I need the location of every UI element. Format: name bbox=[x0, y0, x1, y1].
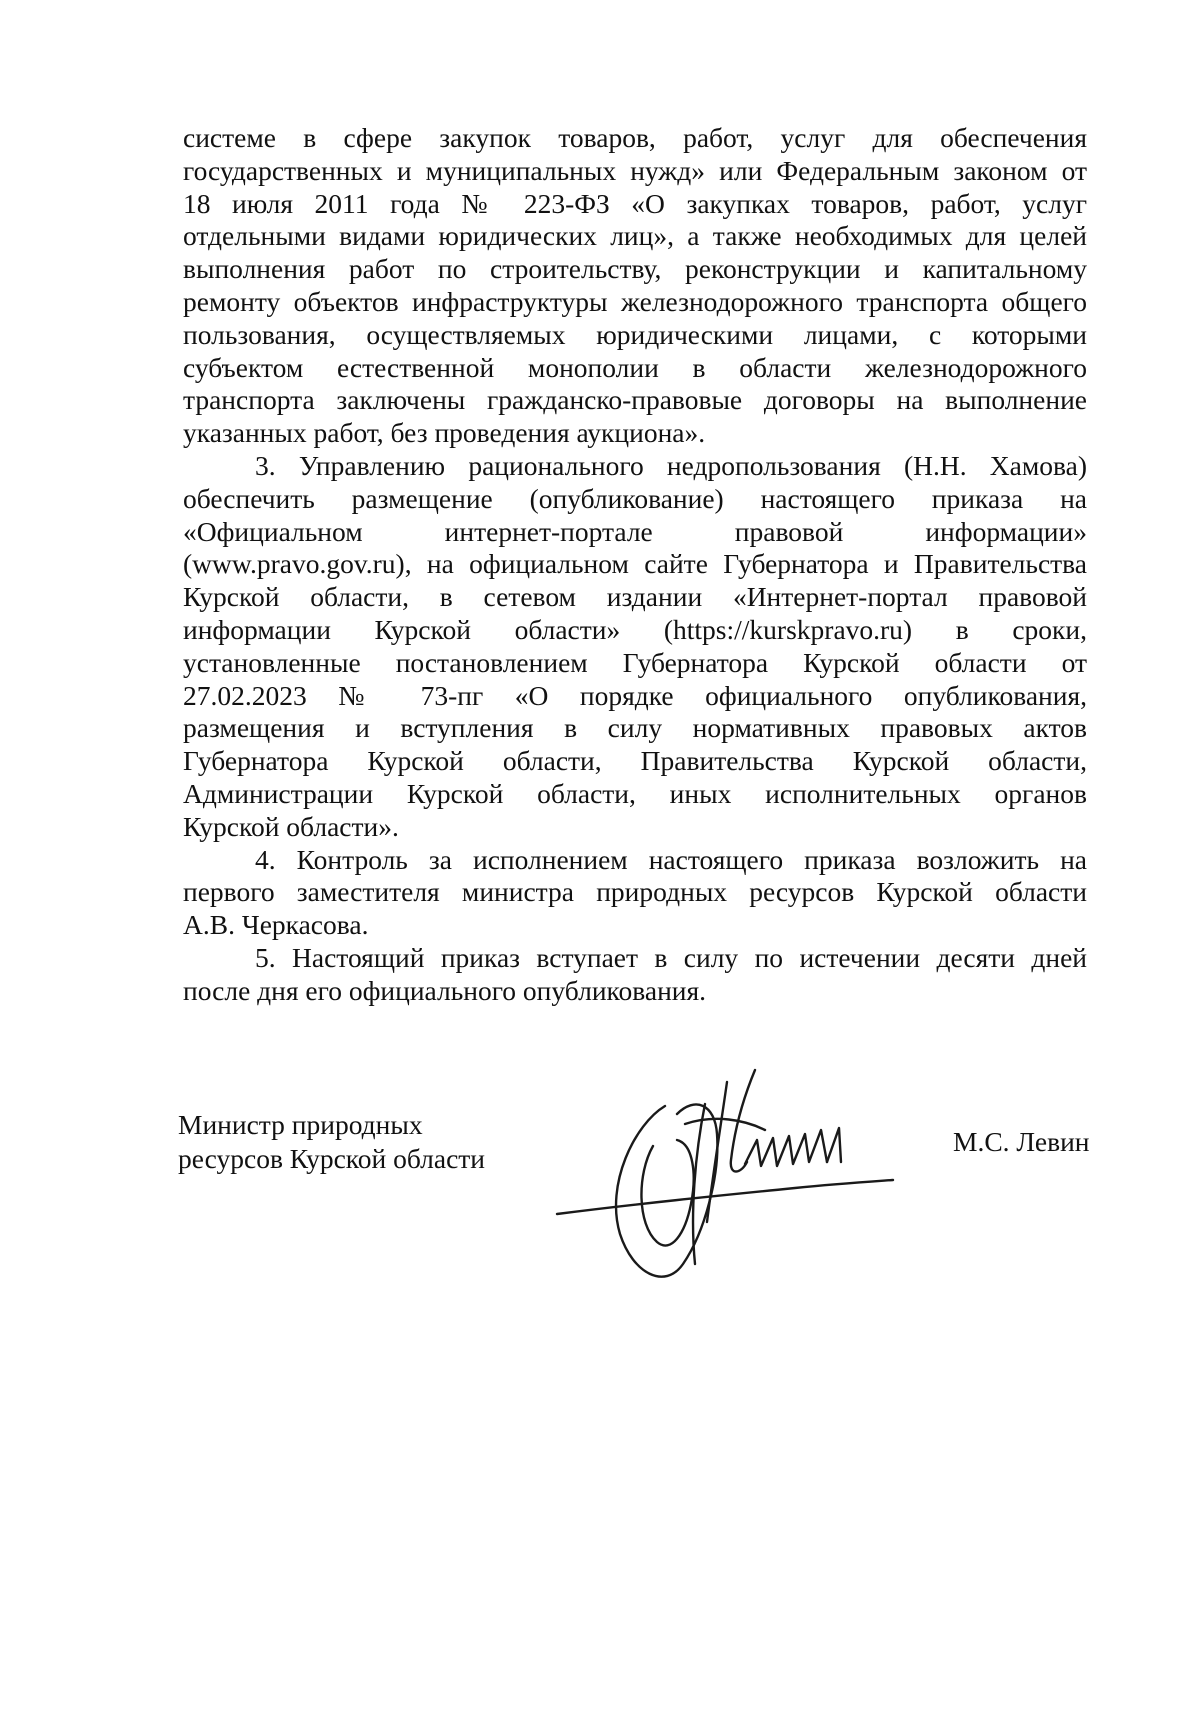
text-line: установленные постановлением Губернатора Курской области от bbox=[183, 646, 1087, 678]
handwritten-signature bbox=[545, 1064, 905, 1304]
signer-title bbox=[178, 1108, 485, 1176]
text-line: субъектом естественной монополии в области железнодорожного bbox=[183, 351, 1087, 383]
document-body bbox=[183, 122, 1087, 1008]
text-line: выполнения работ по строительству, реконструкции и капитальному bbox=[183, 253, 1087, 285]
text-line: 27.02.2023 № 73-пг «О порядке официального опубликования, bbox=[183, 679, 1087, 711]
text-line: обеспечить размещение (опубликование) настоящего приказа на bbox=[183, 482, 1087, 514]
text-line: пользования, осуществляемых юридическими лицами, с которыми bbox=[183, 318, 1087, 350]
text-line: Администрации Курской области, иных исполнительных органов bbox=[183, 777, 1087, 809]
text-line: Курской области, в сетевом издании «Интернет-портал правовой bbox=[183, 581, 1087, 613]
text-line: отдельными видами юридических лиц», а также необходимых для целей bbox=[183, 220, 1087, 252]
text-line: А.В. Черкасова. bbox=[183, 909, 369, 941]
signature-block bbox=[0, 1100, 1200, 1320]
text-line: указанных работ, без проведения аукциона». bbox=[183, 417, 706, 449]
text-line: первого заместителя министра природных ресурсов Курской области bbox=[183, 876, 1087, 908]
signer-title-line-1: Министр природных bbox=[178, 1109, 423, 1140]
text-line: транспорта заключены гражданско-правовые договоры на выполнение bbox=[183, 384, 1087, 416]
signer-title-line-2: ресурсов Курской области bbox=[178, 1143, 486, 1174]
text-line: 18 июля 2011 года № 223-ФЗ «О закупках товаров, работ, услуг bbox=[183, 187, 1087, 219]
paragraph-3-start: 3. Управлению рационального недропользования (Н.Н. Хамова) bbox=[255, 449, 1087, 481]
text-line: «Официальном интернет-портале правовой информации» bbox=[183, 515, 1087, 547]
text-line: Курской области». bbox=[183, 810, 399, 842]
text-line: системе в сфере закупок товаров, работ, услуг для обеспечения bbox=[183, 122, 1087, 153]
text-line: после дня его официального опубликования. bbox=[183, 974, 707, 1006]
signer-name: М.С. Левин bbox=[953, 1126, 1090, 1157]
text-line: Губернатора Курской области, Правительства Курской области, bbox=[183, 745, 1087, 777]
text-line: информации Курской области» (https://kurskpravo.ru) в сроки, bbox=[183, 613, 1087, 645]
text-line: размещения и вступления в силу нормативных правовых актов bbox=[183, 712, 1087, 744]
text-line: ремонту объектов инфраструктуры железнодорожного транспорта общего bbox=[183, 285, 1087, 317]
text-line: (www.pravo.gov.ru), на официальном сайте Губернатора и Правительства bbox=[183, 548, 1087, 580]
paragraph-5-start: 5. Настоящий приказ вступает в силу по истечении десяти дней bbox=[255, 941, 1087, 973]
paragraph-4-start: 4. Контроль за исполнением настоящего приказа возложить на bbox=[255, 843, 1087, 875]
text-line: государственных и муниципальных нужд» или Федеральным законом от bbox=[183, 154, 1087, 186]
